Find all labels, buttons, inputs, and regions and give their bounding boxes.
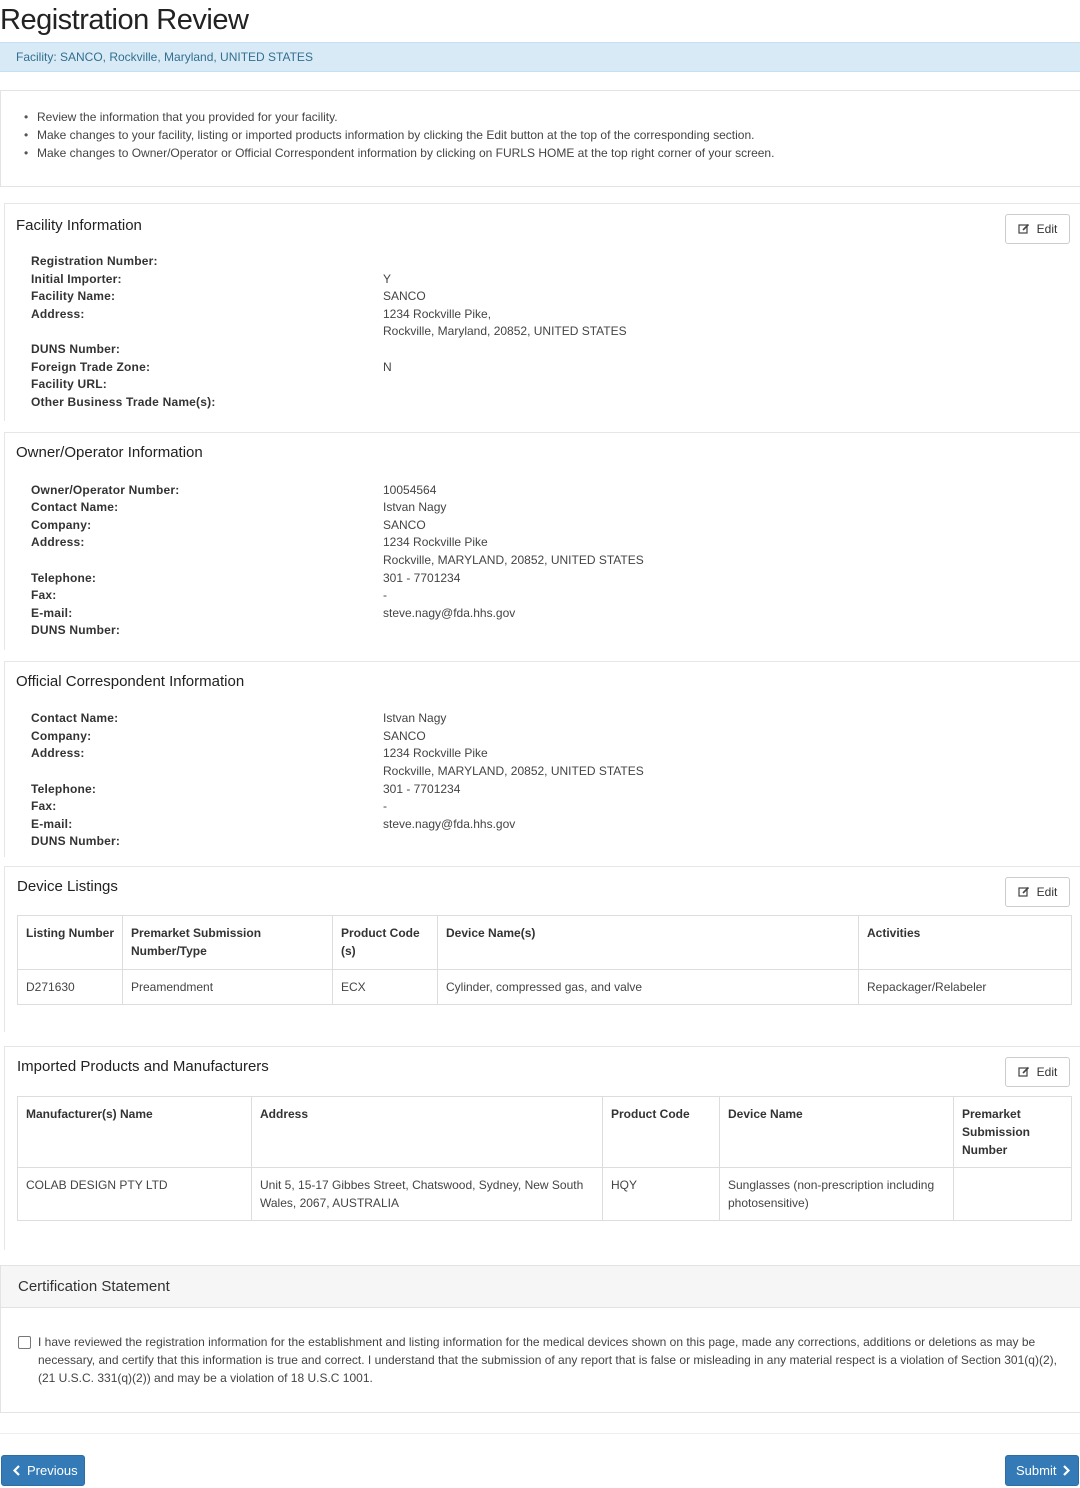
edit-label: Edit xyxy=(1036,1065,1058,1079)
manufacturer-name-cell: COLAB DESIGN PTY LTD xyxy=(18,1168,252,1221)
column-header: Manufacturer(s) Name xyxy=(18,1097,252,1168)
table-row xyxy=(18,1168,1072,1221)
activities-cell: Repackager/Relabeler xyxy=(859,970,1072,1005)
device-listings-table xyxy=(17,915,1072,1005)
address-line1: 1234 Rockville Pike xyxy=(383,746,488,760)
company-value: SANCO xyxy=(383,729,426,743)
panel-title: Official Correspondent Information xyxy=(16,673,245,690)
edit-icon xyxy=(1018,886,1030,898)
initial-importer-value: Y xyxy=(383,272,392,286)
divider xyxy=(0,1433,1080,1434)
certification-checkbox[interactable] xyxy=(18,1336,31,1349)
address-label: Address: xyxy=(31,535,85,549)
facility-url-label: Facility URL: xyxy=(31,377,107,391)
contact-name-value: Istvan Nagy xyxy=(383,500,447,514)
premarket-number-cell xyxy=(954,1168,1072,1221)
listing-number-cell: D271630 xyxy=(18,970,123,1005)
duns-number-label: DUNS Number: xyxy=(31,623,121,637)
instructions-box xyxy=(0,90,1080,187)
certification-panel xyxy=(0,1265,1080,1413)
contact-name-value: Istvan Nagy xyxy=(383,711,447,725)
address-label: Address: xyxy=(31,307,85,321)
panel-title: Owner/Operator Information xyxy=(16,444,203,461)
contact-name-label: Contact Name: xyxy=(31,500,119,514)
product-code-cell: HQY xyxy=(603,1168,720,1221)
panel-title: Imported Products and Manufacturers xyxy=(17,1058,269,1075)
facility-name-label: Facility Name: xyxy=(31,289,116,303)
column-header: Product Code (s) xyxy=(333,916,438,970)
column-header: Device Name(s) xyxy=(438,916,859,970)
address-line2: Rockville, Maryland, 20852, UNITED STATES xyxy=(383,324,627,338)
page-title: Registration Review xyxy=(0,4,249,36)
facility-name-value: SANCO xyxy=(383,289,426,303)
edit-device-listings-button[interactable] xyxy=(1005,877,1070,907)
edit-label: Edit xyxy=(1036,885,1058,899)
email-label: E-mail: xyxy=(31,817,73,831)
previous-button[interactable] xyxy=(1,1455,85,1486)
edit-facility-button[interactable] xyxy=(1005,214,1070,244)
edit-imported-products-button[interactable] xyxy=(1005,1057,1070,1087)
fax-label: Fax: xyxy=(31,799,57,813)
imported-products-table xyxy=(17,1096,1072,1221)
address-line1: 1234 Rockville Pike, xyxy=(383,307,492,321)
duns-number-label: DUNS Number: xyxy=(31,834,121,848)
edit-label: Edit xyxy=(1036,222,1058,236)
company-value: SANCO xyxy=(383,518,426,532)
email-value: steve.nagy@fda.hhs.gov xyxy=(383,606,516,620)
email-label: E-mail: xyxy=(31,606,73,620)
column-header: Product Code xyxy=(603,1097,720,1168)
registration-number-label: Registration Number: xyxy=(31,254,158,268)
previous-label: Previous xyxy=(27,1463,78,1478)
column-header: Premarket Submission Number/Type xyxy=(123,916,333,970)
panel-title: Device Listings xyxy=(17,878,118,895)
owner-operator-panel xyxy=(4,432,1080,650)
company-label: Company: xyxy=(31,518,92,532)
company-label: Company: xyxy=(31,729,92,743)
instruction-item: • Review the information that you provided for your facility. xyxy=(37,108,1080,126)
facility-information-panel xyxy=(4,203,1080,421)
initial-importer-label: Initial Importer: xyxy=(31,272,122,286)
duns-number-label: DUNS Number: xyxy=(31,342,121,356)
owner-number-value: 10054564 xyxy=(383,483,437,497)
premarket-type-cell: Preamendment xyxy=(123,970,333,1005)
instruction-item: • Make changes to your facility, listing or imported products information by clicking the Edit button at the top of the corresponding section. xyxy=(37,126,1080,144)
certification-text: I have reviewed the registration information for the establishment and listing information for the medical devices shown on this page, made any corrections, additions or deletions as may be necessary, and certify that this information is true and correct. I understand that the submission of any report that is false or misleading in any material respect is a violation of Section 301(q)(2), (21 U.S.C. 331(q)(2)) and may be a violation of 18 U.S.C 1001. xyxy=(38,1335,1057,1385)
device-name-cell: Cylinder, compressed gas, and valve xyxy=(438,970,859,1005)
foreign-trade-zone-label: Foreign Trade Zone: xyxy=(31,360,151,374)
device-name-cell: Sunglasses (non-prescription including photosensitive) xyxy=(720,1168,954,1221)
owner-number-label: Owner/Operator Number: xyxy=(31,483,180,497)
instruction-item: • Make changes to Owner/Operator or Official Correspondent information by clicking on FURLS HOME at the top right corner of your screen. xyxy=(37,144,1080,162)
table-header-row xyxy=(18,916,1072,970)
address-line2: Rockville, MARYLAND, 20852, UNITED STATES xyxy=(383,553,644,567)
official-correspondent-panel xyxy=(4,661,1080,857)
table-row xyxy=(18,970,1072,1005)
imported-products-panel xyxy=(4,1046,1080,1250)
telephone-value: 301 - 7701234 xyxy=(383,782,461,796)
column-header: Premarket Submission Number xyxy=(954,1097,1072,1168)
fax-value: - xyxy=(383,799,387,813)
submit-label: Submit xyxy=(1016,1463,1057,1478)
certification-body xyxy=(1,1308,1080,1387)
column-header: Address xyxy=(252,1097,603,1168)
other-trade-names-label: Other Business Trade Name(s): xyxy=(31,395,216,409)
email-value: steve.nagy@fda.hhs.gov xyxy=(383,817,516,831)
address-label: Address: xyxy=(31,746,85,760)
submit-button[interactable] xyxy=(1005,1455,1079,1486)
chevron-right-icon xyxy=(1062,1465,1071,1476)
column-header: Device Name xyxy=(720,1097,954,1168)
column-header: Listing Number xyxy=(18,916,123,970)
facility-banner: Facility: SANCO, Rockville, Maryland, UNITED STATES xyxy=(0,42,1080,72)
chevron-left-icon xyxy=(12,1465,21,1476)
telephone-label: Telephone: xyxy=(31,782,97,796)
product-code-cell: ECX xyxy=(333,970,438,1005)
edit-icon xyxy=(1018,1066,1030,1078)
telephone-value: 301 - 7701234 xyxy=(383,571,461,585)
panel-title: Facility Information xyxy=(16,217,142,234)
address-line2: Rockville, MARYLAND, 20852, UNITED STATES xyxy=(383,764,644,778)
device-listings-panel xyxy=(4,866,1080,1032)
address-line1: 1234 Rockville Pike xyxy=(383,535,488,549)
table-header-row xyxy=(18,1097,1072,1168)
manufacturer-address-cell: Unit 5, 15-17 Gibbes Street, Chatswood, Sydney, New South Wales, 2067, AUSTRALIA xyxy=(252,1168,603,1221)
fax-value: - xyxy=(383,588,387,602)
foreign-trade-zone-value: N xyxy=(383,360,392,374)
column-header: Activities xyxy=(859,916,1072,970)
edit-icon xyxy=(1018,223,1030,235)
fax-label: Fax: xyxy=(31,588,57,602)
certification-title: Certification Statement xyxy=(1,1266,1080,1308)
telephone-label: Telephone: xyxy=(31,571,97,585)
contact-name-label: Contact Name: xyxy=(31,711,119,725)
